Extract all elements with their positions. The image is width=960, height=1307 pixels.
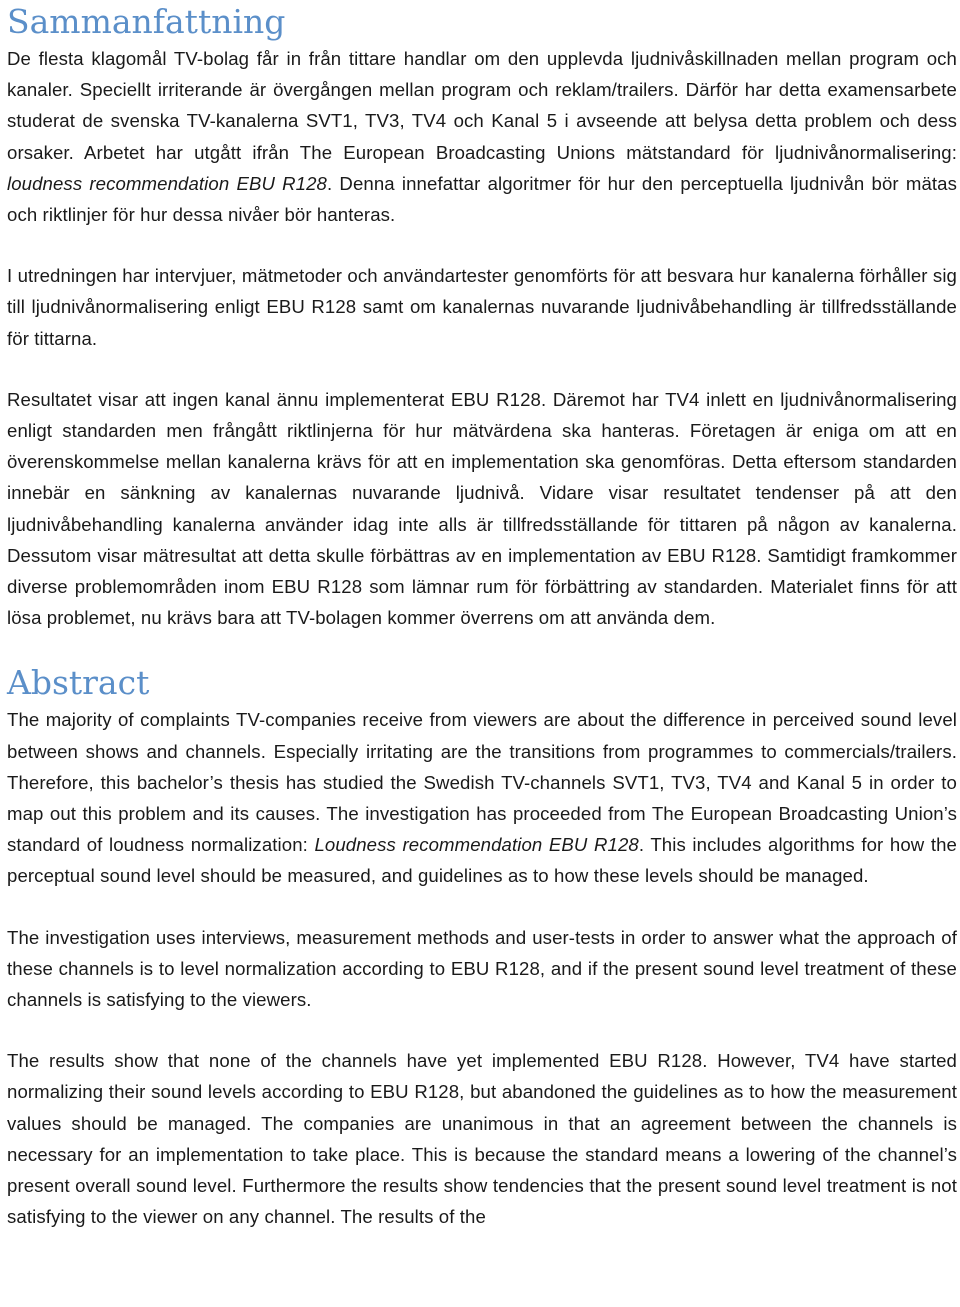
sammanfattning-p1-text-b: . Denna innefattar algoritmer för hur den perceptuella ljudnivån bör mätas och riktlinjer för hur dessa nivåer bör hanteras. xyxy=(7,172,957,226)
abstract-paragraph-3: The results show that none of the channels have yet implemented EBU R128. However, TV4 have started normalizing their sound levels according to EBU R128, but abandoned the guidelines as to how the measurement values should be managed. The companies are unanimous in that an agreement between the channels is necessary for an implementation to take place. This is because the standard means a lowering of the channel’s present overall sound level. Furthermore the results show tendencies that the present sound level treatment is not satisfying to the viewer on any channel. The results of the xyxy=(7,1050,957,1228)
sammanfattning-paragraph-1 xyxy=(7,43,957,230)
abstract-p1-text-b: . This includes algorithms for how the perceptual sound level should be measured, and guidelines as to how these levels should be managed. xyxy=(7,834,957,887)
abstract-paragraph-1 xyxy=(7,704,957,891)
sammanfattning-p1-emphasis: loudness recommendation EBU R128 xyxy=(7,172,327,194)
sammanfattning-heading: Sammanfattning xyxy=(7,2,286,41)
abstract-heading: Abstract xyxy=(7,663,150,703)
sammanfattning-p1-text-a: De flesta klagomål TV-bolag får in från tittare handlar om den upplevda ljudnivåskillnaden mellan program och kanaler. Speciellt irriterande är övergången mellan program och reklam/trailers. Därför har detta examensarbete studerat de svenska TV-kanalerna SVT1, TV3, TV4 och Kanal 5 i avseende att belysa detta problem och dess orsaker. Arbetet har utgått ifrån The European Broadcasting Unions mätstandard för ljudnivånormalisering: xyxy=(7,48,957,163)
document-page xyxy=(7,0,957,1263)
abstract-p1-text-a: The majority of complaints TV-companies receive from viewers are about the difference in perceived sound level between shows and channels. Especially irritating are the transitions from programmes to commercials/trailers. Therefore, this bachelor’s thesis has studied the Swedish TV-channels SVT1, TV3, TV4 and Kanal 5 in order to map out this problem and its causes. The investigation has proceeded from The European Broadcasting Union’s standard of loudness normalization: xyxy=(7,709,957,856)
sammanfattning-paragraph-2: I utredningen har intervjuer, mätmetoder och användartester genomförts för att besvara hur kanalerna förhåller sig till ljudnivånormalisering enligt EBU R128 samt om kanalernas nuvarande ljudnivåbehandling är tillfredsställande för tittarna. xyxy=(7,265,957,349)
abstract-paragraph-2: The investigation uses interviews, measurement methods and user-tests in order to answer what the approach of these channels is to level normalization according to EBU R128, and if the present sound level treatment of these channels is satisfying to the viewers. xyxy=(7,926,957,1011)
abstract-p1-emphasis: Loudness recommendation EBU R128 xyxy=(314,834,639,856)
sammanfattning-paragraph-3: Resultatet visar att ingen kanal ännu implementerat EBU R128. Däremot har TV4 inlett en ljudnivånormalisering enligt standarden men frångått riktlinjerna för hur mätvärdena ska hanteras. Företagen är eniga om att en överenskommelse mellan kanalerna krävs för att en implementation ska genomföras. Detta eftersom standarden innebär en sänkning av kanalernas nuvarande ljudnivå. Vidare visar resultatet tendenser på att den ljudnivåbehandling kanalerna använder idag inte alls är tillfredsställande för tittaren på någon av kanalerna. Dessutom visar mätresultat att detta skulle förbättras av en implementation av EBU R128. Samtidigt framkommer diverse problemområden inom EBU R128 som lämnar rum för förbättring av standarden. Materialet finns för att lösa problemet, nu krävs bara att TV-bolagen kommer överrens om att använda dem. xyxy=(7,388,957,629)
